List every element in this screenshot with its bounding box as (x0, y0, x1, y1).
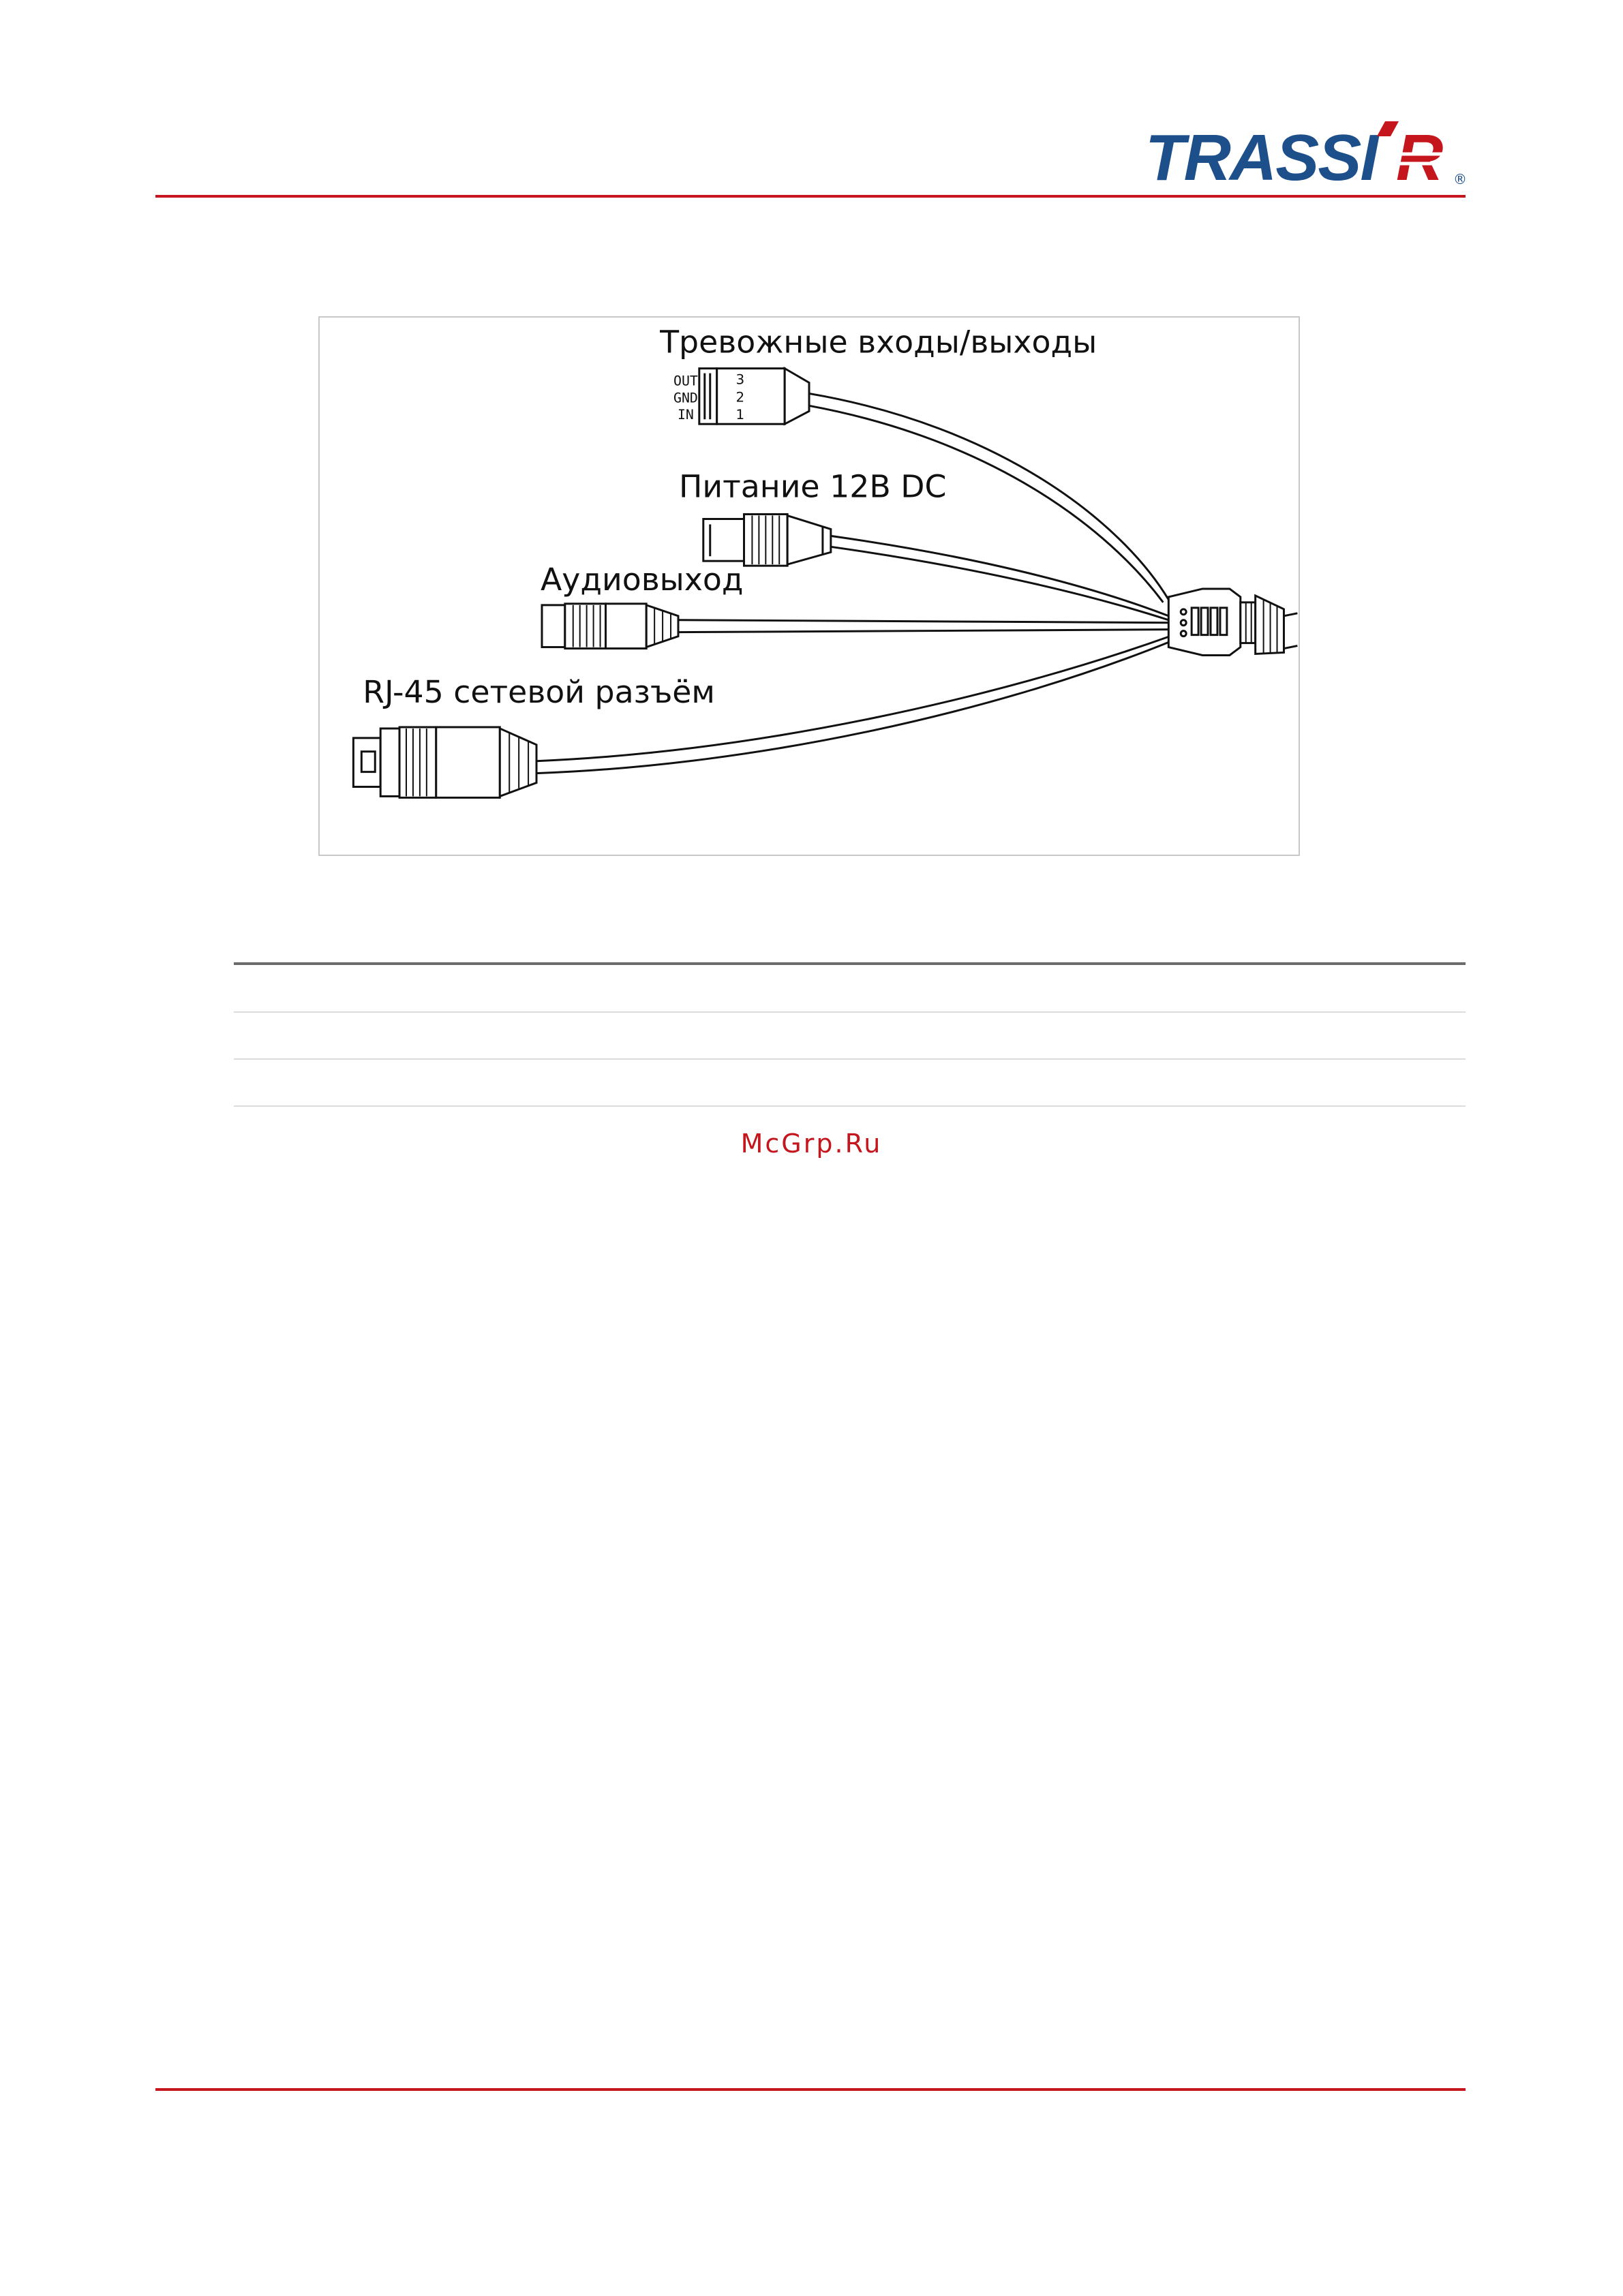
alarm-connector-icon (699, 369, 809, 425)
table-top-rule (234, 962, 1466, 965)
pin-number-1: 1 (735, 407, 745, 423)
pin-out-label: OUT (673, 373, 698, 389)
table-row-rule (234, 1011, 1466, 1013)
trassir-logo (1145, 116, 1472, 198)
pin-in-label: IN (677, 407, 694, 423)
svg-text:TRASSI: TRASSI (1145, 121, 1378, 194)
cable-diagram (318, 316, 1300, 856)
footer-rule (155, 2088, 1466, 2091)
pin-number-2: 2 (735, 389, 745, 405)
power-connector-icon (703, 515, 831, 566)
pin-number-3: 3 (735, 371, 745, 388)
rj45-label: RJ-45 сетевой разъём (363, 674, 715, 711)
svg-text:®: ® (1453, 171, 1467, 187)
pin-gnd-label: GND (673, 390, 698, 406)
watermark: McGrp.Ru (740, 1129, 883, 1159)
rj45-connector-icon (353, 727, 536, 797)
header-rule (155, 195, 1466, 198)
cable-diagram-svg (320, 318, 1299, 855)
svg-text:R: R (1396, 121, 1444, 194)
cable-junction-icon (1168, 589, 1284, 656)
table-row-rule (234, 1058, 1466, 1060)
table-row-rule (234, 1105, 1466, 1107)
audio-out-label: Аудиовыход (541, 561, 744, 598)
alarm-io-label: Тревожные входы/выходы (660, 324, 1097, 361)
power-label: Питание 12В DC (678, 468, 947, 505)
audio-connector-icon (542, 604, 678, 649)
